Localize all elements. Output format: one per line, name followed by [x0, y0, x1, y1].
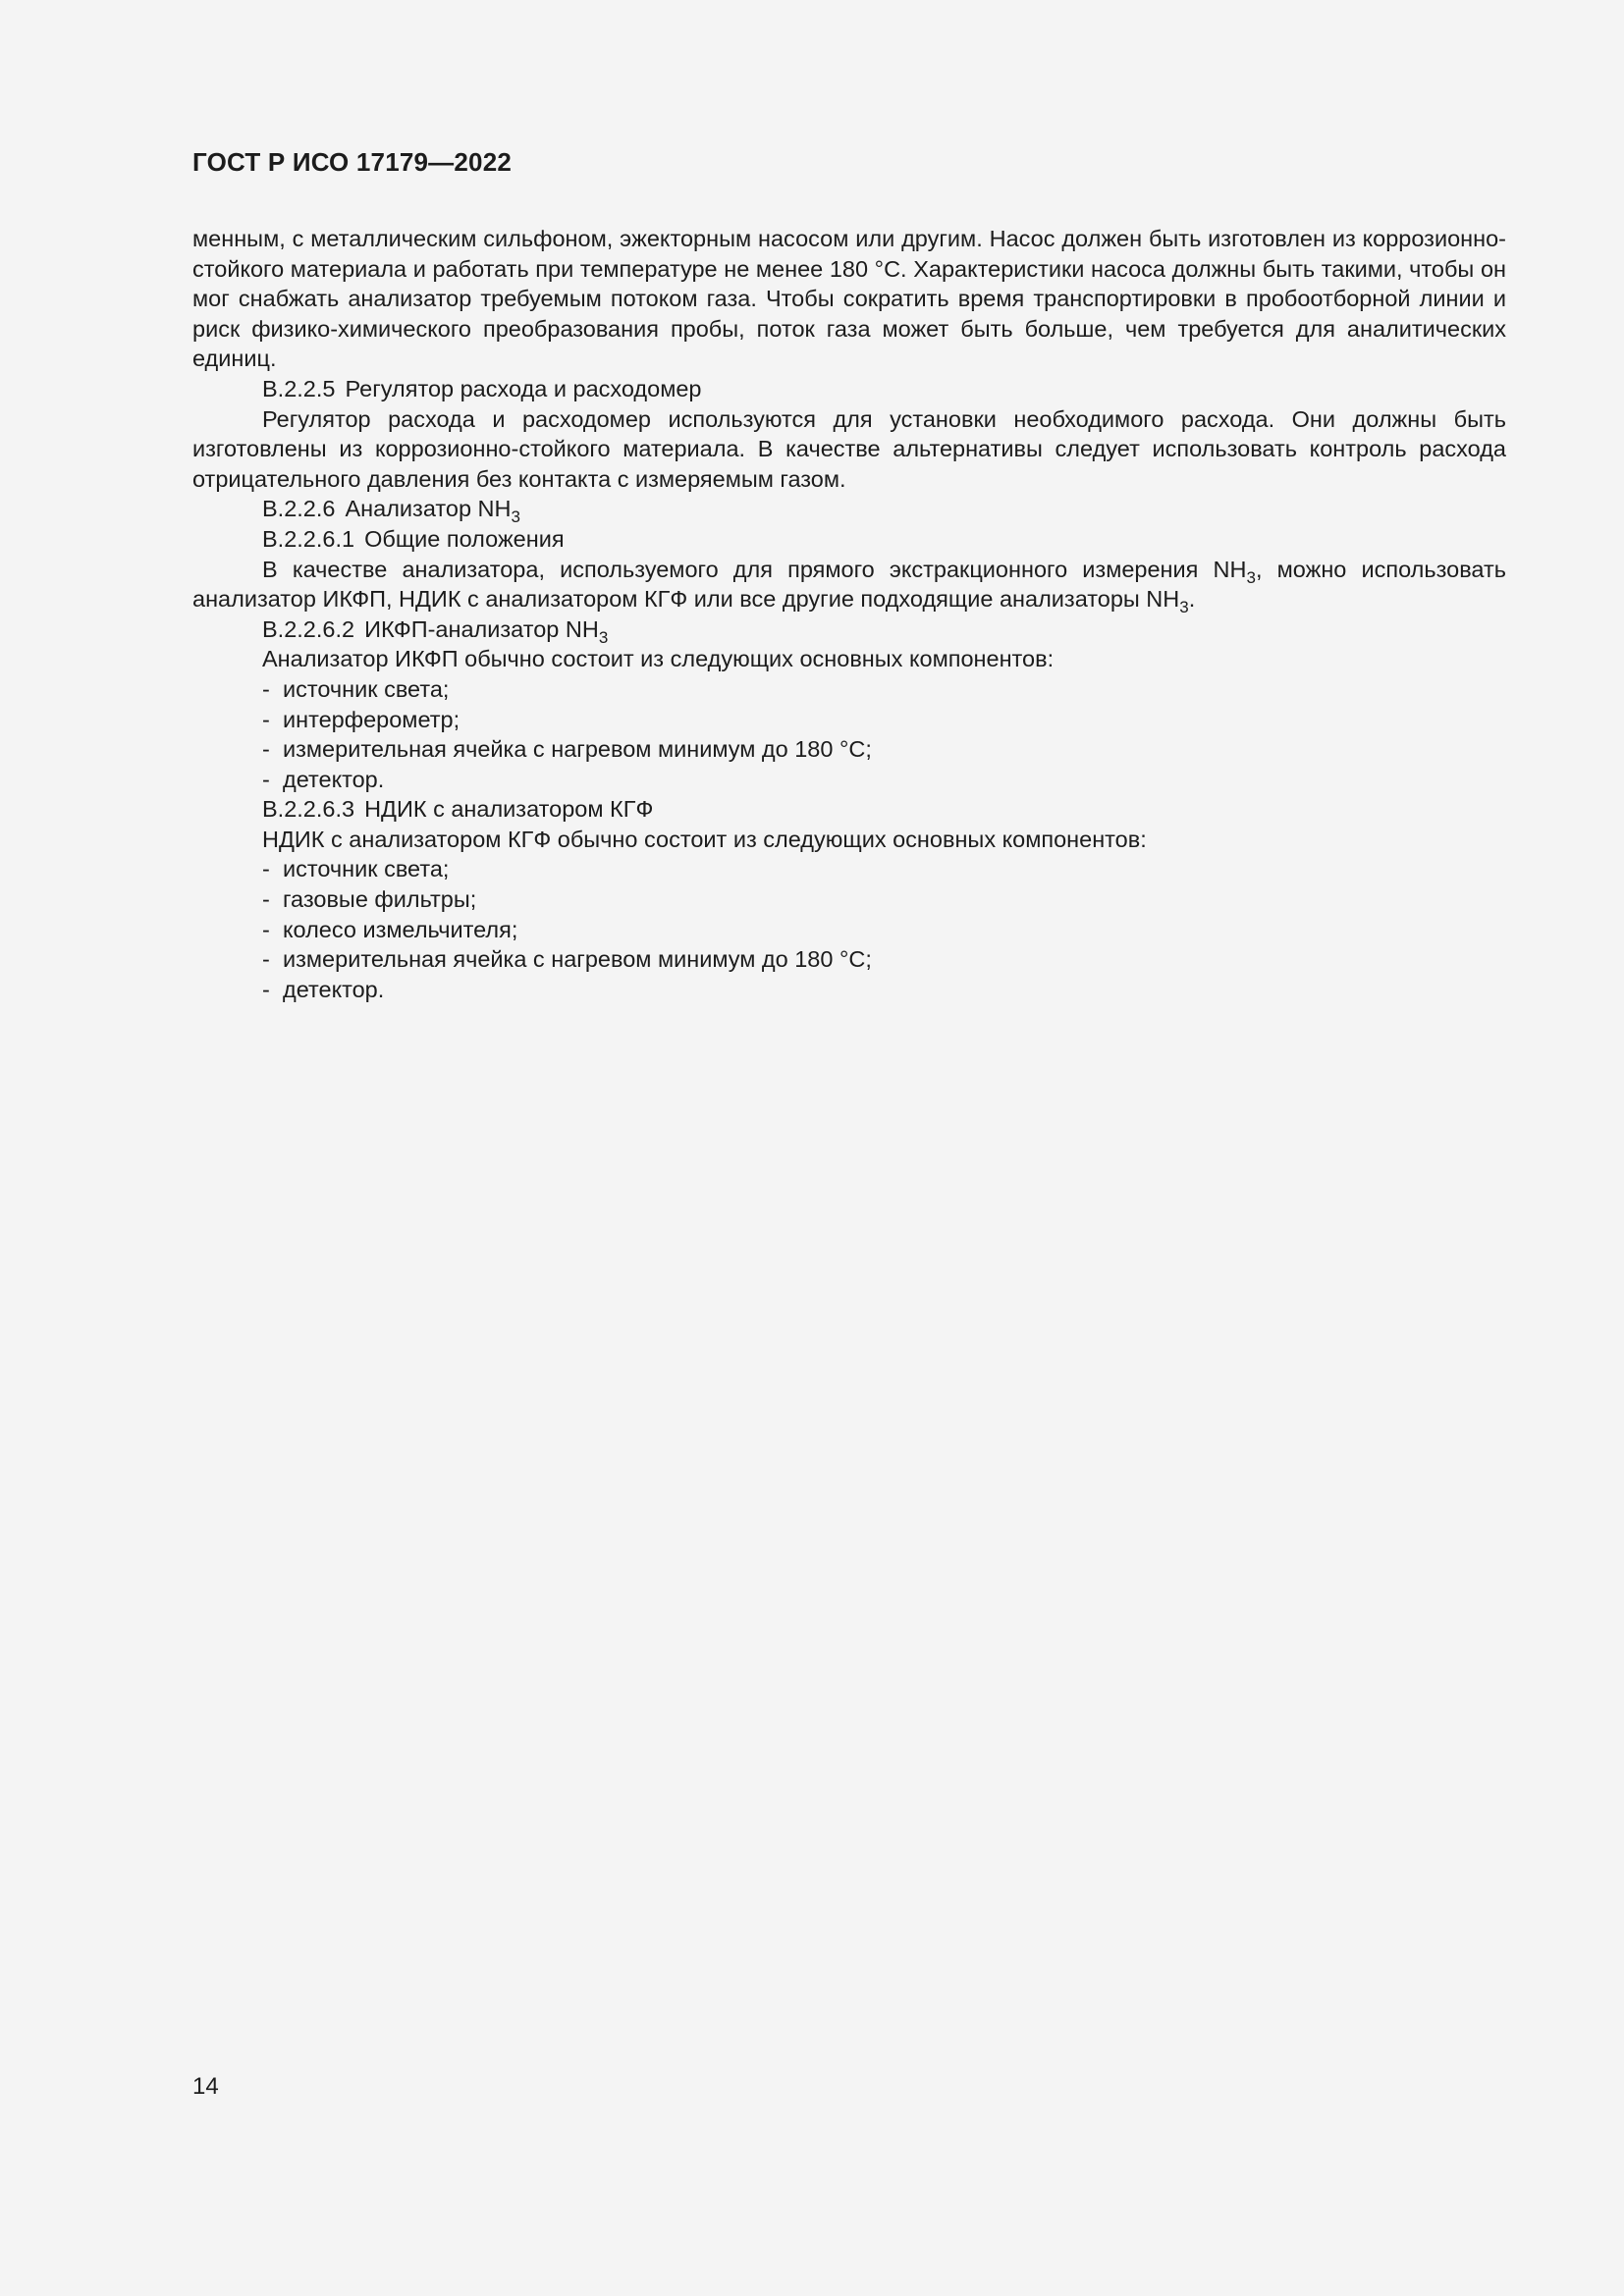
section-heading-b2261	[192, 524, 1506, 555]
list-dash: -	[262, 856, 270, 882]
section-number: B.2.2.6.1	[262, 525, 355, 552]
list-intro-b2263: НДИК с анализатором КГФ обычно состоит из следующих основных компонентов:	[262, 826, 1147, 852]
subscript: 3	[1246, 567, 1256, 587]
list-dash: -	[262, 946, 270, 973]
list-item-text: источник света;	[283, 856, 450, 882]
document-body	[192, 224, 1506, 1004]
component-list-ndir	[192, 854, 1506, 1004]
list-item	[192, 734, 1506, 765]
list-item-text: детектор.	[283, 766, 385, 792]
section-title: Регулятор расхода и расходомер	[345, 375, 702, 401]
text-fragment: .	[1188, 586, 1196, 613]
list-item	[192, 915, 1506, 945]
continuation-paragraph: менным, с металлическим сильфоном, эжекторным насосом или другим. Насос должен быть изготовлен из коррозионно-стойкого материала и работать при температуре не менее 180 °C. Характеристики насоса должны быть такими, чтобы он мог снабжать анализатор требуемым потоком газа. Чтобы сократить время транспортировки в пробоотборной линии и риск физико-химического преобразования пробы, поток газа может быть больше, чем требуется для аналитических единиц.	[192, 226, 1506, 372]
section-number: B.2.2.6	[262, 496, 336, 522]
list-dash: -	[262, 976, 270, 1002]
list-item	[192, 765, 1506, 795]
list-item	[192, 705, 1506, 735]
subscript: 3	[598, 627, 609, 647]
list-dash: -	[262, 675, 270, 702]
list-item-text: измерительная ячейка с нагревом минимум до 180 °C;	[283, 736, 872, 763]
list-dash: -	[262, 766, 270, 792]
paragraph-b2261	[192, 555, 1506, 617]
section-number: B.2.2.6.2	[262, 615, 355, 642]
text-fragment: , можно использовать анализатор ИКФП, НДИК с анализатором КГФ или все другие подходящие анализаторы NH	[192, 556, 1506, 613]
list-item	[192, 975, 1506, 1005]
list-dash: -	[262, 886, 270, 913]
page-number: 14	[192, 2073, 219, 2100]
section-title: Общие положения	[364, 525, 565, 552]
document-header-title: ГОСТ Р ИСО 17179—2022	[192, 147, 513, 177]
list-item-text: источник света;	[283, 675, 450, 702]
subscript: 3	[1179, 598, 1189, 617]
list-dash: -	[262, 916, 270, 942]
section-title: НДИК с анализатором КГФ	[364, 796, 654, 823]
section-heading-b2262	[192, 614, 1506, 645]
list-item	[192, 944, 1506, 975]
section-heading-b226	[192, 494, 1506, 527]
list-dash: -	[262, 706, 270, 732]
subscript: 3	[511, 507, 520, 527]
list-item-text: газовые фильтры;	[283, 886, 477, 913]
list-item	[192, 884, 1506, 915]
list-item-text: интерферометр;	[283, 706, 460, 732]
section-heading-b225	[192, 374, 1506, 404]
section-heading-b2263	[192, 794, 1506, 825]
list-intro-b2262: Анализатор ИКФП обычно состоит из следующих основных компонентов:	[262, 646, 1055, 672]
list-item	[192, 854, 1506, 884]
list-dash: -	[262, 736, 270, 763]
section-title: Анализатор NH	[345, 496, 512, 522]
paragraph-b225: Регулятор расхода и расходомер используются для установки необходимого расхода. Они должны быть изготовлены из коррозионно-стойкого материала. В качестве альтернативы следует использовать контроль расхода отрицательного давления без контакта с измеряемым газом.	[192, 405, 1506, 492]
component-list-ftir	[192, 674, 1506, 794]
section-title: ИКФП-анализатор NH	[364, 615, 599, 642]
list-item-text: колесо измельчителя;	[283, 916, 518, 942]
section-number: B.2.2.5	[262, 375, 336, 401]
text-fragment: В качестве анализатора, используемого для прямого экстракционного измерения NH	[262, 556, 1247, 582]
section-number: B.2.2.6.3	[262, 796, 355, 823]
list-item-text: детектор.	[283, 976, 385, 1002]
list-item-text: измерительная ячейка с нагревом минимум до 180 °C;	[283, 946, 872, 973]
list-item	[192, 674, 1506, 705]
